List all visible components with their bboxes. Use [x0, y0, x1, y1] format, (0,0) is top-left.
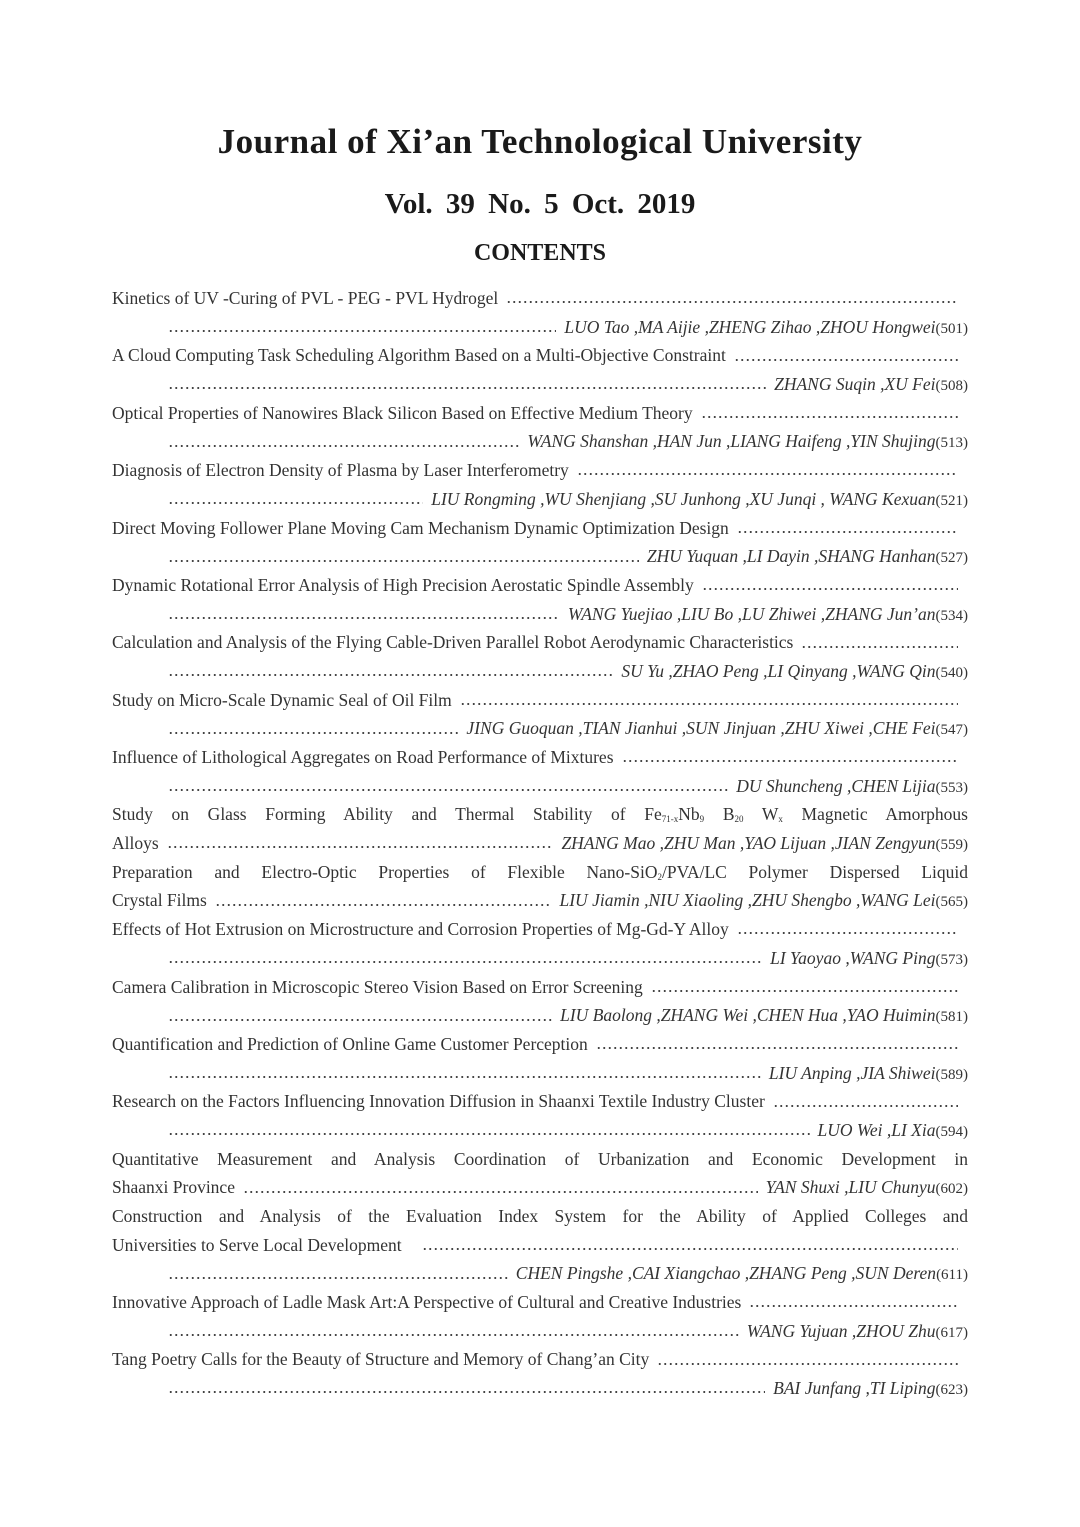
entry-authors: ZHU Yuquan ,LI Dayin ,SHANG Hanhan: [646, 546, 936, 567]
toc-entry[interactable]: [112, 915, 968, 972]
entry-author-line: [112, 313, 968, 342]
title-segment: Study on Glass Forming Ability and Thermal Stability of Fe: [112, 804, 662, 825]
entry-author-line: [112, 772, 968, 801]
entry-page: (581): [935, 1009, 968, 1026]
dot-leader: [168, 1332, 739, 1338]
toc-entry[interactable]: [112, 1288, 968, 1345]
dot-leader: [737, 529, 958, 535]
dot-leader: [734, 357, 958, 363]
toc-entry[interactable]: [112, 1087, 968, 1144]
toc-entry[interactable]: [112, 456, 968, 513]
entry-authors: JING Guoquan ,TIAN Jianhui ,SUN Jinjuan ,ZHU Xiwei ,CHE Fei: [466, 718, 936, 739]
dot-leader: [168, 1131, 810, 1137]
toc-entry[interactable]: [112, 858, 968, 915]
subscript: 9: [699, 814, 705, 825]
entry-author-line: [112, 1116, 968, 1145]
entry-title-continued: Universities to Serve Local Development: [112, 1234, 402, 1255]
dot-leader: [168, 672, 613, 678]
entry-page: (611): [936, 1267, 968, 1284]
entry-authors: CHEN Pingshe ,CAI Xiangchao ,ZHANG Peng ,SUN Deren: [515, 1263, 937, 1284]
entry-title: [112, 1206, 968, 1226]
entry-authors: WANG Yuejiao ,LIU Bo ,LU Zhiwei ,ZHANG Jun’an: [567, 603, 936, 624]
entry-title: [112, 399, 693, 428]
dot-leader: [749, 1303, 958, 1309]
dot-leader: [622, 758, 958, 764]
dot-leader: [168, 1074, 761, 1080]
entry-title-line: [112, 514, 968, 543]
entry-page: (573): [935, 951, 968, 968]
entry-author-line: [112, 714, 968, 743]
entry-title-continued: Shaanxi Province: [112, 1177, 235, 1198]
entry-title-line: [112, 686, 968, 715]
dot-leader: [651, 988, 958, 994]
entry-page: (540): [935, 664, 968, 681]
entry-author-line: [112, 1317, 968, 1346]
title-segment: Kinetics of UV -Curing of PVL - PEG - PVL Hydrogel: [112, 288, 499, 308]
entry-title: [112, 571, 694, 600]
title-segment: B: [704, 804, 735, 825]
toc-entry[interactable]: [112, 1202, 968, 1288]
entry-author-line: [112, 1001, 968, 1030]
dot-leader: [168, 730, 458, 736]
entry-authors: LIU Jiamin ,NIU Xiaoling ,ZHU Shengbo ,WANG Lei: [559, 890, 936, 911]
entry-page: (513): [935, 435, 968, 452]
entry-title: [112, 1030, 588, 1059]
toc-entry[interactable]: [112, 341, 968, 398]
dot-leader: [168, 500, 423, 506]
entry-page: (508): [935, 378, 968, 395]
dot-leader: [243, 1189, 758, 1195]
entry-title-line: [112, 1345, 968, 1374]
title-segment: A Cloud Computing Task Scheduling Algorithm Based on a Multi-Objective Constraint: [112, 345, 726, 366]
entry-title: [112, 743, 614, 772]
toc-entry[interactable]: [112, 743, 968, 800]
entry-author-line: [112, 1374, 968, 1403]
entry-authors: ZHANG Suqin ,XU Fei: [774, 374, 936, 395]
toc-entry[interactable]: [112, 686, 968, 743]
entry-title: [112, 1345, 649, 1374]
dot-leader: [168, 787, 728, 793]
entry-authors: LIU Baolong ,ZHANG Wei ,CHEN Hua ,YAO Huimin: [560, 1005, 936, 1026]
dot-leader: [773, 1103, 958, 1109]
entry-page: (565): [935, 894, 968, 911]
entry-author-line: [112, 1259, 968, 1288]
toc-entry[interactable]: [112, 1345, 968, 1402]
entry-title-continued: Crystal Films: [112, 890, 207, 911]
dot-leader: [422, 1246, 958, 1252]
entry-title: [112, 341, 726, 370]
entry-author-line: [112, 1173, 968, 1202]
entry-title: [112, 804, 968, 824]
entry-author-line: [112, 427, 968, 456]
entry-title-line: [112, 915, 968, 944]
dot-leader: [506, 299, 958, 305]
entry-page: (501): [935, 320, 968, 337]
title-segment: Tang Poetry Calls for the Beauty of Structure and Memory of Chang’an City: [112, 1349, 650, 1370]
entry-title-line: [112, 973, 968, 1002]
title-segment: Influence of Lithological Aggregates on Road Performance of Mixtures: [112, 747, 614, 767]
toc-entry[interactable]: [112, 399, 968, 456]
entry-title-line: [112, 858, 968, 887]
dot-leader: [702, 586, 958, 592]
contents-heading: CONTENTS: [473, 240, 607, 266]
toc-entry[interactable]: [112, 628, 968, 685]
toc-entry[interactable]: [112, 284, 968, 341]
entry-title-line: [112, 1030, 968, 1059]
entry-title-line: [112, 1145, 968, 1174]
entry-title: [112, 915, 729, 944]
entry-title: [112, 1149, 968, 1169]
toc-entry[interactable]: [112, 514, 968, 571]
entry-author-line: [112, 886, 968, 915]
journal-title: Journal of Xi’an Technological University: [217, 122, 863, 161]
entry-title-line: [112, 628, 968, 657]
dot-leader: [168, 328, 556, 334]
entry-page: (534): [935, 607, 968, 624]
dot-leader: [168, 1275, 508, 1281]
title-segment: Construction and Analysis of the Evaluation Index System for the Ability of Applied Colleges and: [112, 1206, 968, 1226]
entry-author-line: [112, 944, 968, 973]
dot-leader: [168, 1389, 765, 1395]
entry-author-line: [112, 1059, 968, 1088]
entry-author-line: [112, 542, 968, 571]
entry-authors: WANG Shanshan ,HAN Jun ,LIANG Haifeng ,YIN Shujing: [527, 431, 936, 452]
toc-entry[interactable]: [112, 1145, 968, 1202]
title-segment: W: [743, 804, 779, 825]
entry-title-line: [112, 800, 968, 829]
entry-author-line: [112, 485, 968, 514]
dot-leader: [168, 385, 766, 391]
entry-author-line: [112, 657, 968, 686]
entry-title-line: [112, 571, 968, 600]
subscript: 2: [657, 871, 662, 882]
title-segment: Quantitative Measurement and Analysis Coordination of Urbanization and Economic Development in: [112, 1148, 968, 1169]
subscript: x: [778, 814, 783, 825]
dot-leader: [168, 443, 519, 449]
entry-title: [112, 514, 729, 543]
entry-page: (617): [935, 1324, 968, 1341]
entry-title-line: [112, 743, 968, 772]
entry-authors: LUO Tao ,MA Aijie ,ZHENG Zihao ,ZHOU Hongwei: [564, 316, 936, 337]
entry-title-line: [112, 1231, 968, 1260]
title-segment: Camera Calibration in Microscopic Stereo Vision Based on Error Screening: [112, 976, 643, 997]
entry-authors: WANG Yujuan ,ZHOU Zhu: [746, 1320, 936, 1341]
entry-title: [112, 628, 793, 657]
dot-leader: [168, 558, 639, 564]
entry-title: [112, 862, 968, 882]
entry-page: (559): [935, 837, 968, 854]
entry-title: [112, 973, 643, 1002]
entry-page: (553): [935, 779, 968, 796]
entry-authors: LIU Anping ,JIA Shiwei: [768, 1062, 936, 1083]
entry-title-line: [112, 1202, 968, 1231]
entry-authors: LIU Rongming ,WU Shenjiang ,SU Junhong ,XU Junqi , WANG Kexuan: [431, 488, 936, 509]
dot-leader: [701, 414, 958, 420]
entry-author-line: [112, 600, 968, 629]
entry-page: (527): [935, 550, 968, 567]
title-segment: Research on the Factors Influencing Innovation Diffusion in Shaanxi Textile Industry Cluster: [112, 1091, 765, 1112]
entry-page: (589): [935, 1066, 968, 1083]
entry-author-line: [112, 370, 968, 399]
entry-title: [112, 1288, 741, 1317]
title-segment: Optical Properties of Nanowires Black Silicon Based on Effective Medium Theory: [112, 402, 693, 423]
title-segment: Diagnosis of Electron Density of Plasma by Laser Interferometry: [112, 460, 569, 481]
dot-leader: [167, 844, 554, 850]
entry-title-line: [112, 284, 968, 313]
entry-title: [112, 1087, 765, 1116]
entry-authors: LI Yaoyao ,WANG Ping: [770, 947, 936, 968]
entry-title-continued: Alloys: [112, 833, 159, 854]
dot-leader: [215, 902, 552, 908]
dot-leader: [657, 1361, 958, 1367]
entry-title-line: [112, 1087, 968, 1116]
dot-leader: [596, 1045, 958, 1051]
entry-authors: YAN Shuxi ,LIU Chunyu: [765, 1177, 936, 1198]
title-segment: Nb: [678, 804, 700, 825]
entry-authors: DU Shuncheng ,CHEN Lijia: [736, 775, 936, 796]
title-segment: Preparation and Electro-Optic Properties of Flexible Nano-SiO: [112, 861, 658, 882]
entry-title-line: [112, 1288, 968, 1317]
title-segment: Calculation and Analysis of the Flying Cable-Driven Parallel Robot Aerodynamic Characteristics: [112, 632, 794, 653]
title-segment: Direct Moving Follower Plane Moving Cam Mechanism Dynamic Optimization Design: [112, 517, 729, 538]
entry-title: [112, 284, 498, 313]
entry-page: (602): [935, 1181, 968, 1198]
volume-issue: Vol. 39 No. 5 Oct. 2019: [384, 188, 696, 220]
entry-authors: ZHANG Mao ,ZHU Man ,YAO Lijuan ,JIAN Zengyun: [561, 833, 936, 854]
entry-author-line: [112, 829, 968, 858]
toc-entry[interactable]: [112, 973, 968, 1030]
entry-page: (547): [935, 722, 968, 739]
entry-authors: BAI Junfang ,TI Liping: [773, 1378, 936, 1399]
entry-page: (623): [935, 1382, 968, 1399]
entry-authors: LUO Wei ,LI Xia: [817, 1119, 936, 1140]
entry-title-line: [112, 341, 968, 370]
title-segment: Quantification and Prediction of Online Game Customer Perception: [112, 1033, 588, 1054]
dot-leader: [168, 615, 560, 621]
title-segment: Study on Micro-Scale Dynamic Seal of Oil Film: [112, 689, 452, 710]
entry-title: [112, 686, 452, 715]
toc-entry[interactable]: [112, 800, 968, 857]
dot-leader: [801, 644, 958, 650]
entry-title-line: [112, 456, 968, 485]
dot-leader: [168, 1017, 552, 1023]
subscript: 71-x: [661, 814, 679, 825]
entry-page: (521): [935, 492, 968, 509]
entry-authors: SU Yu ,ZHAO Peng ,LI Qinyang ,WANG Qin: [621, 660, 936, 681]
title-segment: Effects of Hot Extrusion on Microstructure and Corrosion Properties of Mg-Gd-Y Alloy: [112, 919, 729, 940]
table-of-contents: [112, 284, 968, 1403]
title-segment: Innovative Approach of Ladle Mask Art:A Perspective of Cultural and Creative Industries: [112, 1292, 742, 1313]
dot-leader: [168, 959, 762, 965]
dot-leader: [737, 930, 958, 936]
title-segment: Dynamic Rotational Error Analysis of High Precision Aerostatic Spindle Assembly: [112, 574, 694, 595]
dot-leader: [460, 701, 958, 707]
entry-title: [112, 456, 569, 485]
toc-entry[interactable]: [112, 571, 968, 628]
entry-title-line: [112, 399, 968, 428]
entry-page: (594): [935, 1123, 968, 1140]
title-segment: Magnetic Amorphous: [782, 804, 968, 825]
subscript: 20: [734, 814, 744, 825]
title-segment: /PVA/LC Polymer Dispersed Liquid: [661, 861, 968, 882]
toc-entry[interactable]: [112, 1030, 968, 1087]
dot-leader: [577, 471, 958, 477]
